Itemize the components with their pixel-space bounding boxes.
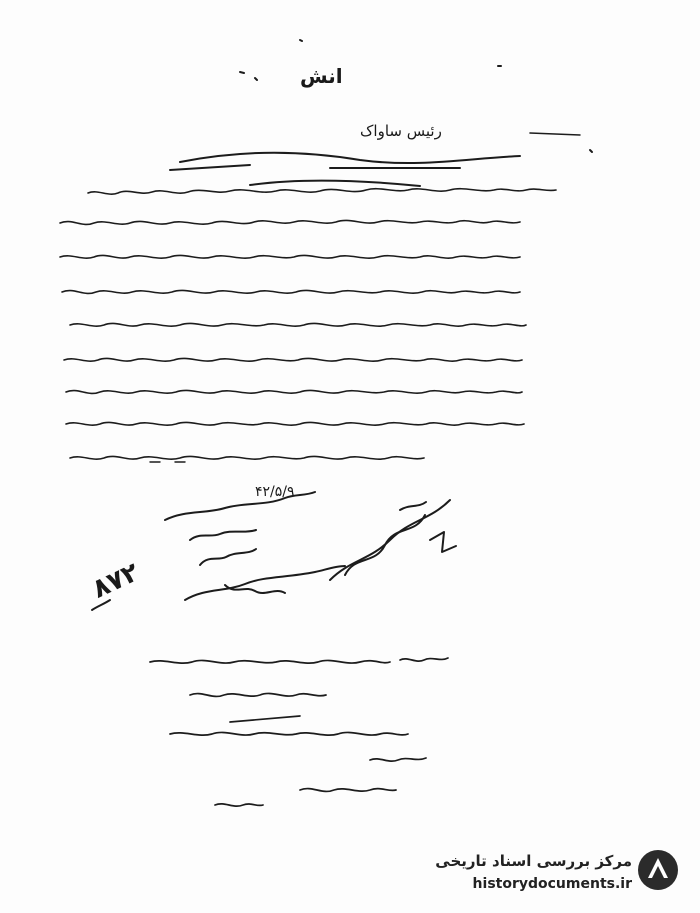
body-line (88, 189, 556, 194)
watermark-url[interactable]: historydocuments.ir (472, 876, 632, 892)
watermark-org-name: مرکز بررسی اسناد تاریخی (435, 852, 632, 870)
body-line (66, 422, 524, 425)
document-header-title: انش (300, 64, 343, 88)
document-header-subtitle: رئیس ساواک (360, 122, 442, 140)
header-dash (530, 133, 580, 135)
document-date: ۴۲/۵/۹ (255, 484, 295, 500)
archive-logo-icon (636, 848, 680, 892)
header-smudge (170, 153, 520, 186)
body-line (60, 255, 520, 258)
body-line (60, 220, 520, 224)
body-line (70, 323, 526, 326)
body-line (70, 456, 424, 459)
body-line (62, 290, 520, 293)
margin-note-right (330, 500, 456, 580)
reference-number: ۸۷۲ (87, 557, 144, 605)
signature-scribble (165, 492, 345, 600)
body-line (64, 358, 522, 361)
body-line (66, 390, 522, 393)
lower-notes (150, 658, 448, 806)
body-text-lines (60, 189, 556, 462)
